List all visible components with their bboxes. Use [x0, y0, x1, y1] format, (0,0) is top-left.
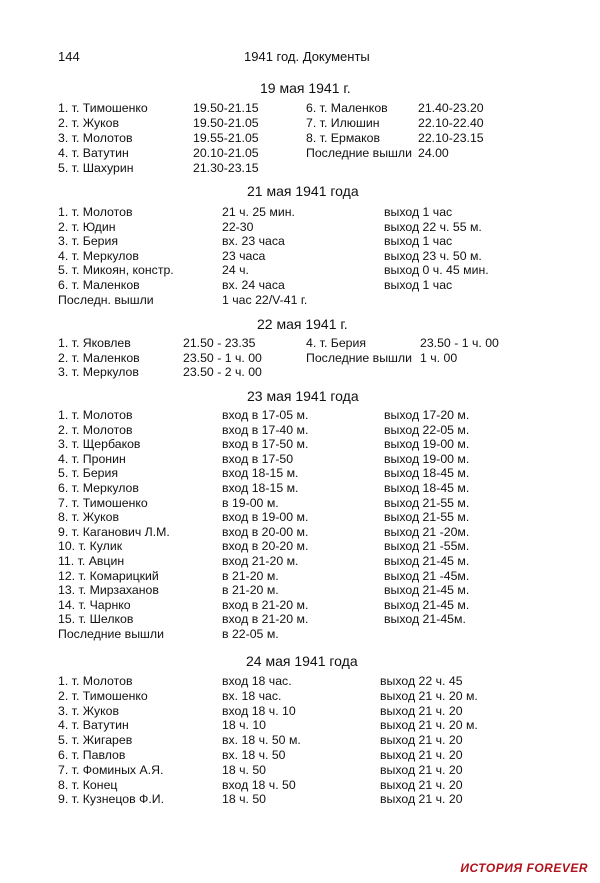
table-cell: 18 ч. 10 — [222, 718, 267, 733]
table-cell: 20.10-21.05 — [193, 146, 259, 160]
table-cell: в 22-05 м. — [222, 627, 279, 641]
table-cell: 19.50-21.15 — [193, 101, 259, 115]
table-cell: 23 часа — [222, 248, 266, 263]
table-cell: выход 19-00 м. — [384, 451, 470, 466]
table-cell: выход 18-45 м. — [384, 481, 470, 495]
table-cell: 9. т. Кузнецов Ф.И. — [58, 792, 165, 807]
table-cell: 4. т. Пронин — [58, 451, 126, 466]
table-cell: выход 1 час — [384, 205, 453, 219]
table-cell: 8. т. Конец — [58, 777, 118, 792]
table-cell: 24 ч. — [222, 263, 249, 278]
table-cell: 1. т. Яковлев — [58, 336, 131, 350]
table-cell: 1. т. Молотов — [58, 408, 133, 422]
table-cell: 3. т. Молотов — [58, 131, 133, 145]
table-cell: вход 18 час. — [222, 674, 292, 688]
table-cell: 6. т. Меркулов — [58, 481, 139, 495]
table-cell: выход 21 ч. 20 — [380, 777, 463, 792]
table-cell: 2. т. Молотов — [58, 422, 133, 437]
table-cell: 7. т. Фоминых А.Я. — [58, 762, 164, 777]
table-cell: 7. т. Илюшин — [306, 116, 380, 130]
table-cell: 14. т. Чарнко — [58, 597, 131, 612]
table-cell: 9. т. Каганович Л.М. — [58, 524, 170, 539]
table-cell: 1. т. Тимошенко — [58, 101, 148, 115]
table-cell: выход 21-55 м. — [384, 510, 470, 525]
table-cell: 21.40-23.20 — [418, 101, 484, 115]
table-cell: Последние вышли — [58, 627, 164, 641]
table-cell: 5. т. Берия — [58, 466, 119, 481]
table-cell: 2. т. Юдин — [58, 219, 116, 234]
table-cell: 13. т. Мирзаханов — [58, 583, 159, 598]
table-cell: выход 21 ч. 20 м. — [380, 718, 478, 733]
table-cell: 19.50-21.05 — [193, 116, 259, 130]
table-cell: вход в 17-50 м. — [222, 437, 309, 452]
table-cell: 22.10-23.15 — [418, 131, 484, 145]
table-cell: вход в 19-00 м. — [222, 510, 309, 525]
table-cell: в 21-20 м. — [222, 583, 279, 598]
table-cell: 21 ч. 25 мин. — [222, 205, 295, 219]
table-cell: вход 18-15 м. — [222, 466, 299, 481]
table-cell: вход 18-15 м. — [222, 481, 299, 495]
table-cell: 4. т. Ватутин — [58, 718, 129, 733]
watermark-logo: ИСТОРИЯ FOREVER — [460, 861, 588, 875]
section-title: 21 мая 1941 года — [247, 183, 359, 199]
table-cell: 21.30-23.15 — [193, 161, 259, 175]
table-cell: 3. т. Щербаков — [58, 437, 141, 452]
table-cell: выход 19-00 м. — [384, 437, 470, 452]
table-cell: 4. т. Ватутин — [58, 146, 129, 160]
table-cell: 3. т. Меркулов — [58, 365, 139, 380]
table-cell: выход 21 ч. 20 — [380, 748, 463, 762]
table-cell: 19.55-21.05 — [193, 131, 259, 145]
table-cell: 12. т. Комарицкий — [58, 568, 159, 583]
table-cell: вход в 20-20 м. — [222, 539, 309, 554]
table-cell: в 19-00 м. — [222, 495, 279, 510]
table-cell: 1 ч. 00 — [420, 350, 458, 365]
table-cell: 3. т. Берия — [58, 234, 119, 249]
table-cell: вх. 23 часа — [222, 234, 285, 249]
table-cell: выход 23 ч. 50 м. — [384, 248, 482, 263]
table-cell: выход 22 ч. 45 — [380, 674, 463, 688]
table-cell: выход 21-45м. — [384, 612, 466, 627]
running-head: 1941 год. Документы — [244, 49, 370, 64]
table-cell: 5. т. Жигарев — [58, 733, 133, 748]
table-cell: 23.50 - 1 ч. 00 — [183, 350, 262, 365]
table-cell: 21.50 - 23.35 — [183, 336, 256, 350]
section-title: 22 мая 1941 г. — [257, 316, 348, 332]
section-title: 19 мая 1941 г. — [260, 80, 351, 96]
table-cell: вх. 18 час. — [222, 688, 282, 703]
table-cell: вход в 20-00 м. — [222, 524, 309, 539]
section-title: 24 мая 1941 года — [246, 653, 358, 669]
table-cell: выход 0 ч. 45 мин. — [384, 263, 489, 278]
table-cell: вход в 21-20 м. — [222, 612, 309, 627]
table-cell: выход 1 час — [384, 278, 453, 292]
table-cell: 24.00 — [418, 146, 449, 160]
table-cell: 22-30 — [222, 219, 254, 234]
table-cell: выход 21-45 м. — [384, 583, 470, 598]
table-cell: 1. т. Молотов — [58, 205, 133, 219]
table-cell: 1 час 22/V-41 г. — [222, 292, 308, 307]
table-cell: 8. т. Жуков — [58, 510, 120, 525]
table-cell: выход 1 час — [384, 234, 453, 249]
table-cell: 10. т. Кулик — [58, 539, 123, 554]
table-cell: 23.50 - 1 ч. 00 — [420, 336, 499, 350]
table-cell: Последние вышли — [306, 350, 412, 365]
table-cell: 1. т. Молотов — [58, 674, 133, 688]
table-cell: вход в 17-50 — [222, 451, 294, 466]
table-cell: 2. т. Маленков — [58, 350, 140, 365]
table-cell: выход 21 -45м. — [384, 568, 470, 583]
table-cell: 6. т. Павлов — [58, 748, 126, 762]
table-cell: выход 21 ч. 20 — [380, 703, 463, 718]
page-number: 144 — [58, 49, 80, 64]
table-cell: выход 17-20 м. — [384, 408, 470, 422]
table-cell: 23.50 - 2 ч. 00 — [183, 365, 262, 380]
table-cell: выход 21 ч. 20 м. — [380, 688, 478, 703]
table-cell: выход 21-55 м. — [384, 495, 470, 510]
table-cell: вход 18 ч. 10 — [222, 703, 296, 718]
table-cell: 3. т. Жуков — [58, 703, 120, 718]
table-cell: 18 ч. 50 — [222, 762, 267, 777]
table-cell: 22.10-22.40 — [418, 116, 484, 130]
table-cell: вх. 18 ч. 50 м. — [222, 733, 301, 748]
table-cell: выход 21-45 м. — [384, 597, 470, 612]
table-cell: 18 ч. 50 — [222, 792, 267, 807]
section-title: 23 мая 1941 года — [247, 388, 359, 404]
table-cell: выход 21-45 м. — [384, 554, 470, 568]
table-cell: выход 18-45 м. — [384, 466, 470, 481]
table-cell: выход 21 ч. 20 — [380, 733, 463, 748]
table-cell: вход 18 ч. 50 — [222, 777, 296, 792]
table-cell: вход в 17-40 м. — [222, 422, 309, 437]
table-cell: 11. т. Авцин — [58, 554, 125, 568]
table-cell: выход 21 -20м. — [384, 524, 470, 539]
table-cell: 6. т. Маленков — [306, 101, 388, 115]
table-cell: 2. т. Жуков — [58, 116, 120, 130]
table-cell: 4. т. Берия — [306, 336, 367, 350]
table-cell: Последн. вышли — [58, 292, 154, 307]
table-cell: 15. т. Шелков — [58, 612, 134, 627]
table-cell: выход 21 ч. 20 — [380, 792, 463, 807]
table-cell: выход 21 -55м. — [384, 539, 470, 554]
table-cell: вход в 21-20 м. — [222, 597, 309, 612]
table-cell: выход 22 ч. 55 м. — [384, 219, 482, 234]
table-cell: вход 21-20 м. — [222, 554, 299, 568]
table-cell: 5. т. Шахурин — [58, 161, 134, 175]
table-cell: в 21-20 м. — [222, 568, 279, 583]
table-cell: 4. т. Меркулов — [58, 248, 139, 263]
table-cell: 7. т. Тимошенко — [58, 495, 148, 510]
table-cell: выход 21 ч. 20 — [380, 762, 463, 777]
table-cell: вх. 18 ч. 50 — [222, 748, 286, 762]
table-cell: 6. т. Маленков — [58, 278, 140, 292]
table-cell: вход в 17-05 м. — [222, 408, 309, 422]
table-cell: 2. т. Тимошенко — [58, 688, 148, 703]
table-cell: Последние вышли — [306, 146, 412, 160]
table-cell: 5. т. Микоян, констр. — [58, 263, 174, 278]
table-cell: выход 22-05 м. — [384, 422, 470, 437]
table-cell: 8. т. Ермаков — [306, 131, 380, 145]
table-cell: вх. 24 часа — [222, 278, 285, 292]
